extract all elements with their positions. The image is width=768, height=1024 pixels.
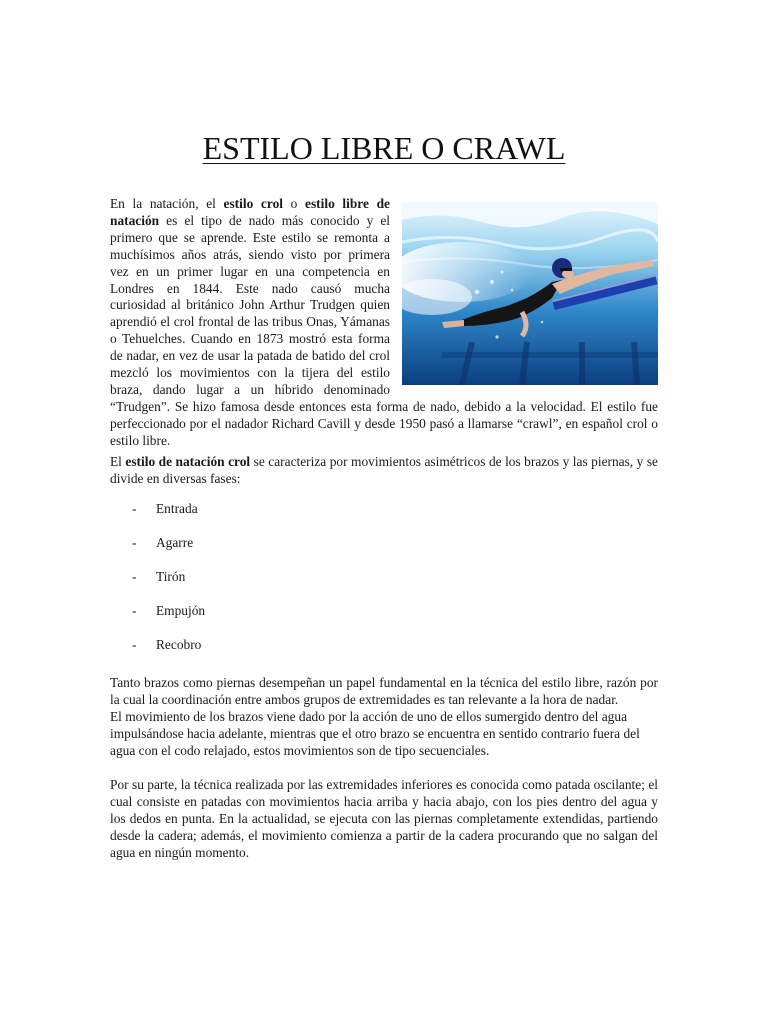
intro-paragraph: En la natación, el estilo crol o estilo libre de natación es el tipo de nado más conocido y el primero que se aprende. Este estilo se remonta a muchísimos años atrás, siendo visto por primera vez en un primer lugar en una competencia en Londres en 1844. Este nado causó mucha curiosidad al británico John Arthur Trudgen quien aprendió el crol frontal de las tribus Onas, Yámanas o Tehuelches. Cuando en 1873 mostró esta forma de nadar, en vez de usar la patada de batido del crol mezcló los movimientos con la tijera del estilo braza, dando lugar a un híbrido denominado “Trudgen”. Se hizo famosa desde entonces esta forma de nado, debido a la velocidad. El estilo fue perfeccionado por el nadador Richard Cavill y desde 1950 pasó a llamarse “crawl”, en español crol o estilo libre. [110, 196, 658, 448]
bold-term-estilo-crol: estilo crol [223, 196, 283, 211]
legs-paragraph: Por su parte, la técnica realizada por las extremidades inferiores es conocida como patada oscilante; el cual consiste en patadas con movimientos hacia arriba y hacia abajo, con los pies dentro del agua y los dedos en punta. En la actualidad, se ejecuta con las piernas completamente extendidas, partiendo desde la cadera; además, el movimiento comienza a partir de la cadera procurando que no salgan del agua en ningún momento. [110, 776, 658, 860]
list-item: - Entrada [132, 501, 198, 517]
characteristics-paragraph: El estilo de natación crol se caracteriza por movimientos asimétricos de los brazos y las piernas, y se divide en diversas fases: [110, 453, 658, 486]
page-title: ESTILO LIBRE O CRAWL [202, 130, 566, 166]
bullet-marker: - [132, 535, 137, 551]
bullet-marker: - [132, 501, 137, 517]
bold-term-estilo-natacion-crol: estilo de natación crol [125, 453, 251, 469]
bullet-marker: - [132, 603, 137, 619]
bullet-marker: - [132, 637, 137, 653]
bullet-marker: - [132, 569, 137, 585]
document-body [110, 196, 658, 861]
arms-paragraph: El movimiento de los brazos viene dado por la acción de uno de ellos sumergido dentro del agua impulsándose hacia adelante, mientras que el otro brazo se encuentra en sentido contrario fuera del agua con el codo relajado, estos movimientos son de tipo secuenciales. [110, 709, 640, 759]
coordination-paragraph: Tanto brazos como piernas desempeñan un papel fundamental en la técnica del estilo libre, razón por la cual la coordinación entre ambos grupos de extremidades es tan relevante a la hora de nadar. [110, 675, 658, 708]
list-item: - Tirón [132, 569, 186, 585]
list-item: - Recobro [132, 637, 202, 653]
list-item: - Empujón [132, 603, 206, 619]
list-item: - Agarre [132, 535, 194, 551]
bold-term-estilo-libre: estilo libre de natación [110, 196, 390, 228]
phases-list [110, 501, 658, 671]
swimmer-photo [402, 202, 658, 385]
